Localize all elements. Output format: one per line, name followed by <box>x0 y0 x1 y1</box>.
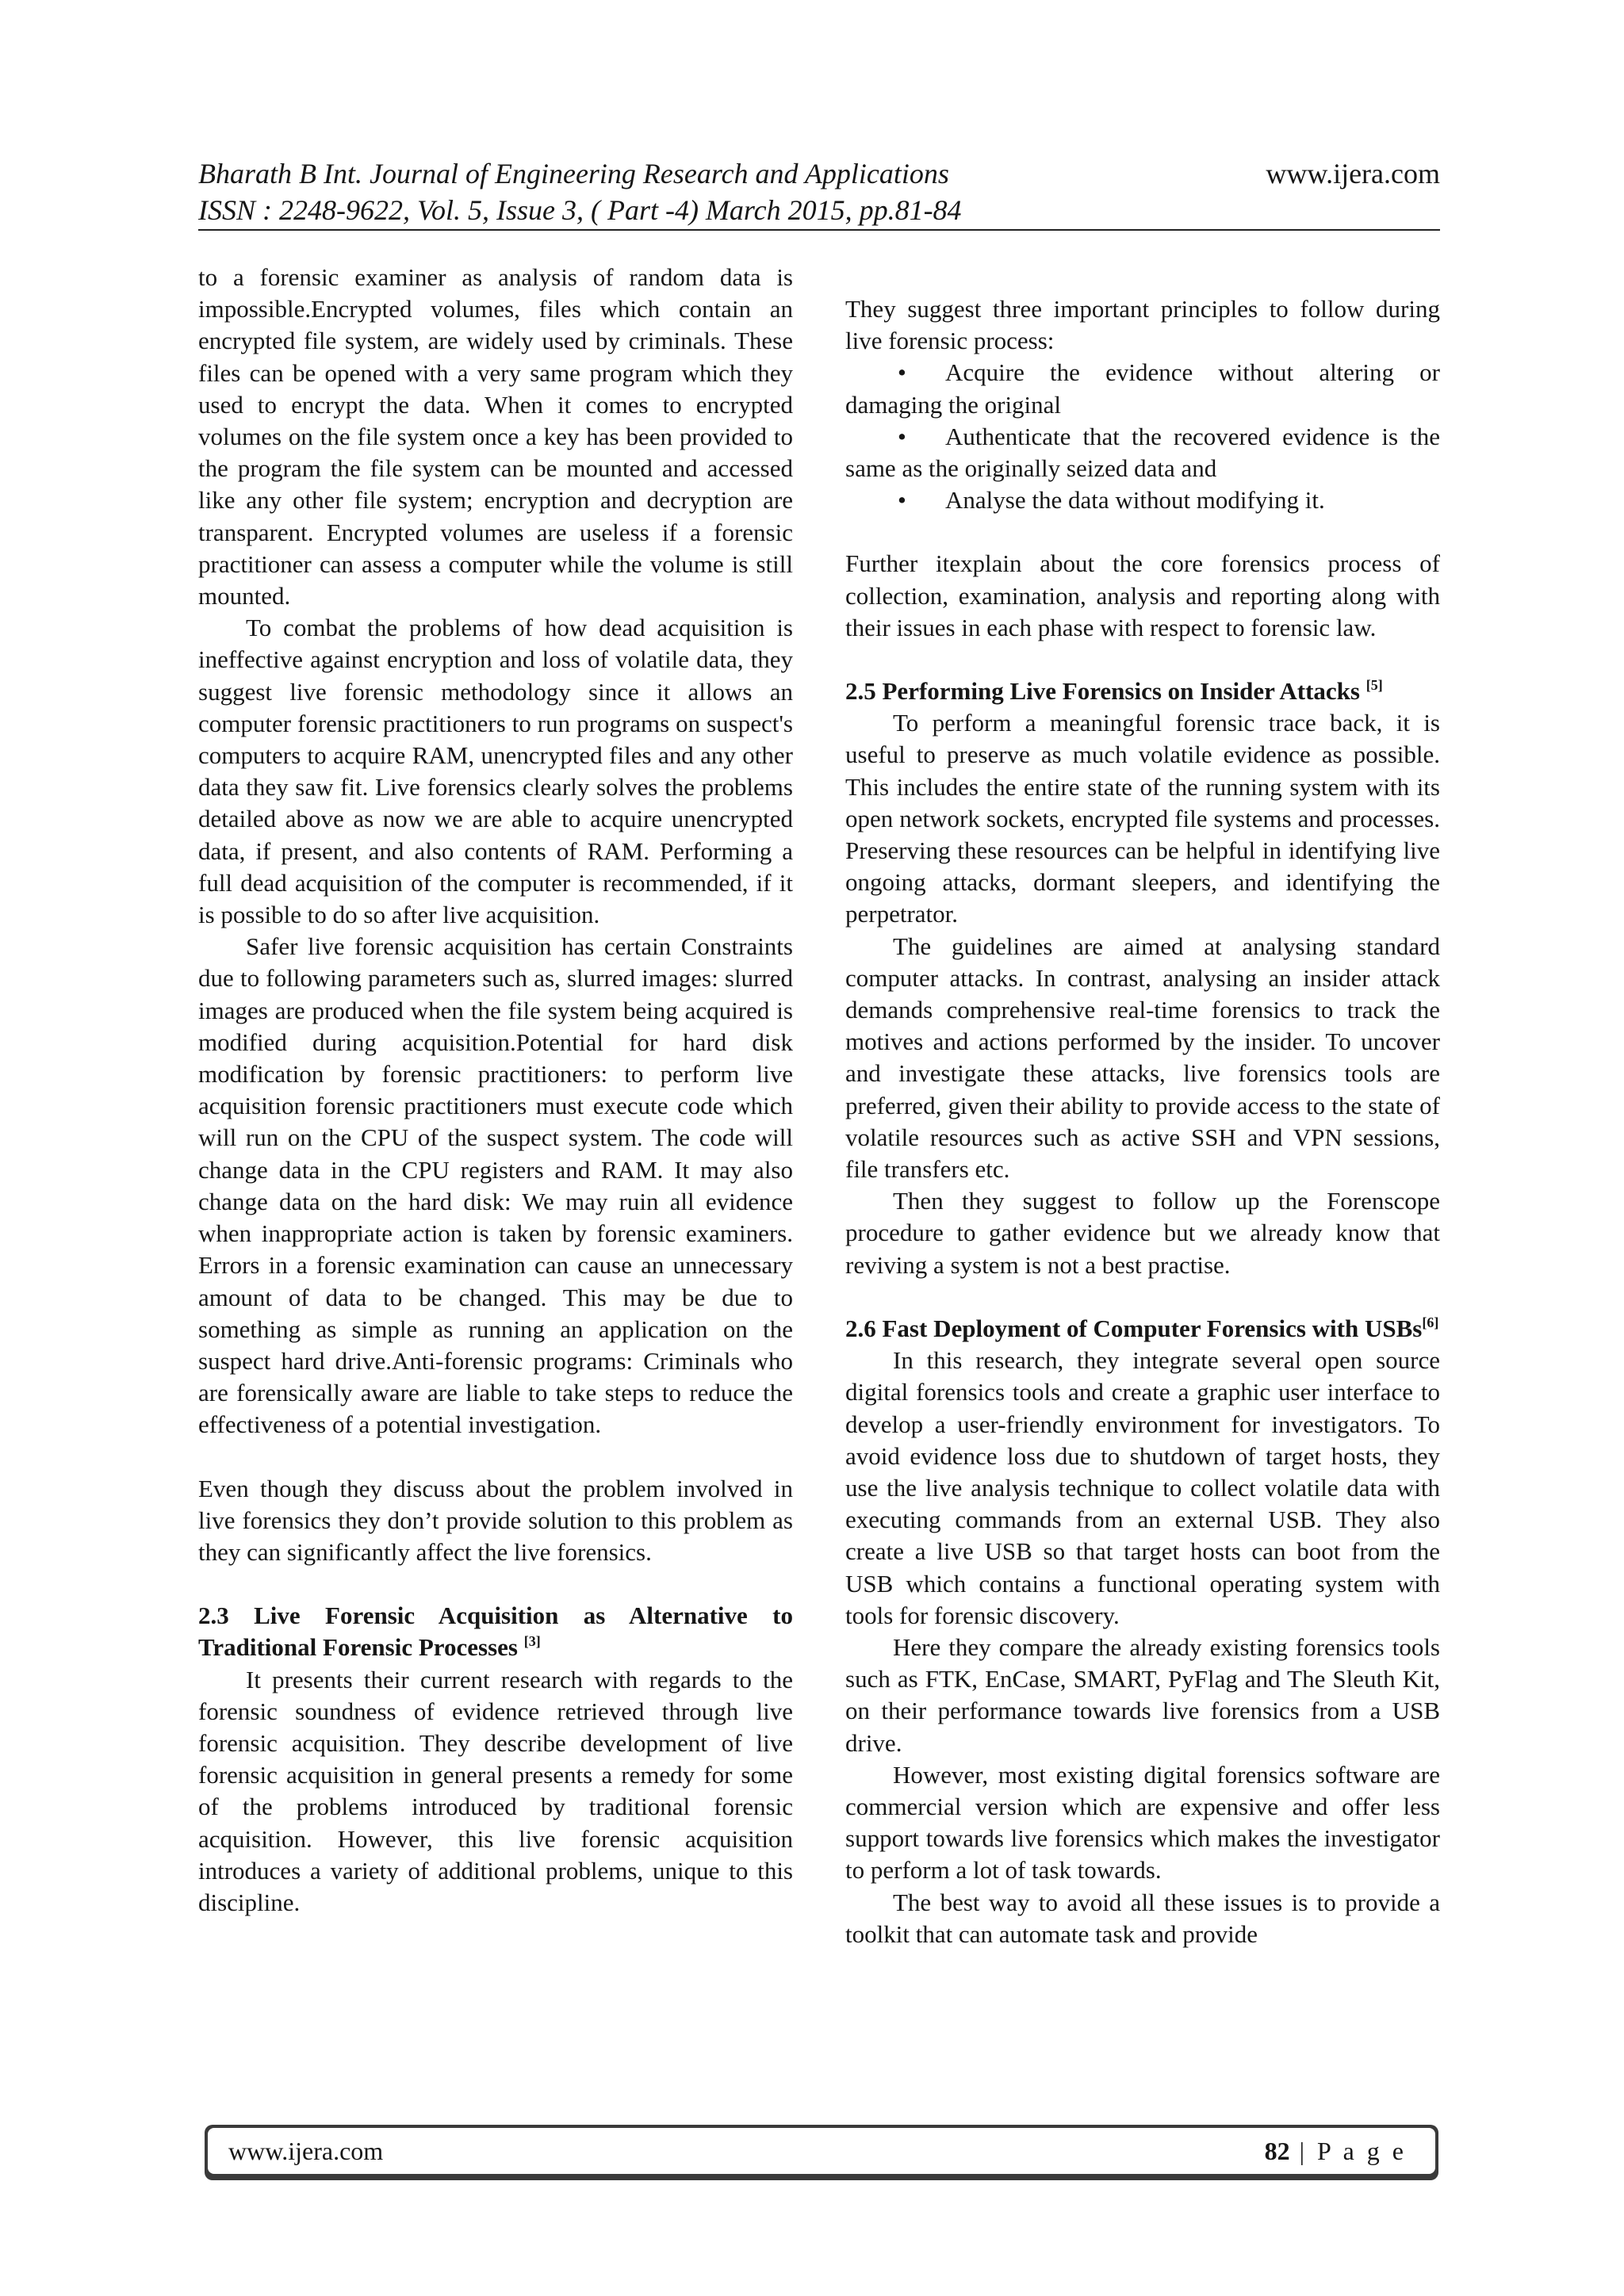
paragraph: Here they compare the already existing forensics tools such as FTK, EnCase, SMART, PyFlag and The Sleuth Kit, on their performance towards live forensics from a USB drive. <box>845 1632 1440 1757</box>
paragraph: In this research, they integrate several open source digital forensics tools and create a graphic user interface to develop a user-friendly environment for investigators. To avoid evidence loss due to shutdown of target hosts, they use the live analysis technique to collect volatile data with executing commands from an external USB. They also create a live USB so that target hosts can boot from the USB which contains a functional operating system with tools for forensic discovery. <box>845 1346 1440 1629</box>
citation-ref: [5] <box>1365 677 1383 694</box>
footer-website[interactable]: www.ijera.com <box>228 2136 384 2165</box>
section-heading-2-5 <box>845 675 1440 707</box>
paragraph: They suggest three important principles to follow during live forensic process: <box>845 295 1440 355</box>
list-item: • Acquire the evidence without altering or damaging the original <box>845 358 1440 419</box>
list-item: • Analyse the data without modifying it. <box>845 484 1440 516</box>
page-footer <box>205 2125 1438 2180</box>
right-column <box>845 293 1440 1950</box>
bullet-icon: • <box>898 358 906 387</box>
journal-title: Bharath B Int. Journal of Engineering Research and Applications <box>198 158 949 189</box>
citation-ref: [3] <box>523 1633 541 1650</box>
paragraph: Then they suggest to follow up the Forenscope procedure to gather evidence but we already know that reviving a system is not a best practise. <box>845 1187 1440 1279</box>
paragraph: However, most existing digital forensics software are commercial version which are expensive and offer less support towards live forensics which makes the investigator to perform a lot of task towards. <box>845 1760 1440 1885</box>
paragraph: To perform a meaningful forensic trace back, it is useful to preserve as much volatile evidence as possible. This includes the entire state of the running system with its open network sockets, encrypted file systems and processes. Preserving these resources can be helpful in identifying live ongoing attacks, dormant sleepers, and identifying the perpetrator. <box>845 709 1440 928</box>
citation-ref: [6] <box>1422 1314 1439 1330</box>
paragraph: to a forensic examiner as analysis of random data is impossible.Encrypted volumes, files which contain an encrypted file system, are widely used by criminals. These files can be opened with a very same program which they used to encrypt the data. When it comes to encrypted volumes on the file system once a key has been provided to the program the file system can be mounted and accessed like any other file system; encryption and decryption are transparent. Encrypted volumes are useless if a forensic practitioner can assess a computer while the volume is still mounted. <box>198 263 793 610</box>
heading-text: 2.5 Performing Live Forensics on Insider Attacks <box>845 677 1360 706</box>
paragraph: The guidelines are aimed at analysing standard computer attacks. In contrast, analysing an insider attack demands comprehensive real-time forensics to track the motives and actions performed by the insider. To uncover and investigate these attacks, live forensics tools are preferred, given their ability to provide access to the state of volatile resources such as active SSH and VPN sessions, file transfers etc. <box>845 932 1440 1184</box>
heading-text: 2.6 Fast Deployment of Computer Forensics with USBs <box>845 1314 1423 1342</box>
bullet-icon: • <box>898 422 906 450</box>
heading-text: 2.3 Live Forensic Acquisition as Alternative to Traditional Forensic Processes <box>198 1601 793 1662</box>
bullet-icon: • <box>898 486 906 515</box>
paragraph: Further itexplain about the core forensics process of collection, examination, analysis and reporting along with their issues in each phase with respect to forensic law. <box>845 549 1440 641</box>
header-website[interactable]: www.ijera.com <box>1266 158 1440 189</box>
paragraph: To combat the problems of how dead acquisition is ineffective against encryption and loss of volatile data, they suggest live forensic methodology since it allows an computer forensic practitioners to run programs on suspect's computers to acquire RAM, unencrypted files and any other data they saw fit. Live forensics clearly solves the problems detailed above as now we are able to acquire unencrypted data, if present, and also contents of RAM. Performing a full dead acquisition of the computer is recommended, if it is possible to do so after live acquisition. <box>198 614 793 929</box>
paragraph: It presents their current research with regards to the forensic soundness of evidence retrieved through live forensic acquisition. They describe development of live forensic acquisition in general presents a remedy for some of the problems introduced by traditional forensic acquisition. However, this live forensic acquisition introduces a variety of additional problems, unique to this discipline. <box>198 1665 793 1916</box>
paragraph: Safer live forensic acquisition has certain Constraints due to following parameters such as, slurred images: slurred images are produced when the file system being acquired is modified during acquisition.Potential for hard disk modification by forensic practitioners: to perform live acquisition forensic practitioners must execute code which will run on the CPU of the suspect system. The code will change data in the CPU registers and RAM. It may also change data on the hard disk: We may ruin all evidence when inappropriate action is taken by forensic examiners. Errors in a forensic examination can cause an unnecessary amount of data to be changed. This may be due to something as simple as running an application on the suspect hard drive.Anti-forensic programs: Criminals who are forensically aware are liable to take steps to reduce the effectiveness of a potential investigation. <box>198 932 793 1439</box>
page-number: 82 | P a g e <box>1264 2136 1407 2165</box>
issn-line: ISSN : 2248-9622, Vol. 5, Issue 3, ( Part -4) March 2015, pp.81-84 <box>198 194 962 226</box>
section-heading-2-6 <box>845 1313 1440 1345</box>
running-header <box>198 155 1440 228</box>
header-divider <box>198 229 1440 231</box>
list-item: • Authenticate that the recovered evidence is the same as the originally seized data and <box>845 422 1440 483</box>
section-heading-2-3 <box>198 1600 793 1663</box>
paragraph: Even though they discuss about the problem involved in live forensics they don’t provide solution to this problem as they can significantly affect the live forensics. <box>198 1474 793 1566</box>
principles-list <box>845 357 1440 516</box>
left-column <box>198 262 793 1919</box>
paragraph: The best way to avoid all these issues is to provide a toolkit that can automate task and provide <box>845 1888 1440 1948</box>
